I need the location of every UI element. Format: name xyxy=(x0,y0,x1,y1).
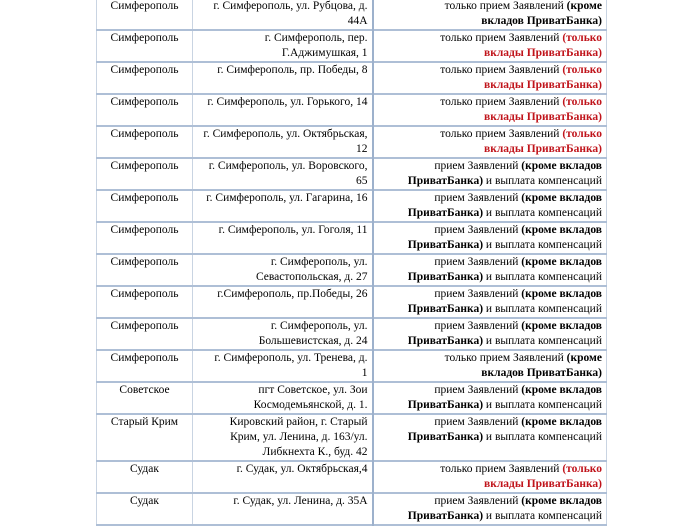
city-cell: Старый Крим xyxy=(97,414,193,461)
address-cell xyxy=(193,30,373,62)
service-note-bold: (кроме вкладов xyxy=(521,192,602,204)
service-text: только прием Заявлений xyxy=(440,64,563,76)
city-cell: Судак xyxy=(97,461,193,493)
service-text: и выплата компенсаций xyxy=(483,303,602,315)
service-text: прием Заявлений xyxy=(434,320,522,332)
address-line: пгт Советское, ул. Зои xyxy=(258,384,368,396)
service-note-bold: ПриватБанка) xyxy=(407,271,484,283)
address-line: г. Симферополь, ул. Горького, 14 xyxy=(207,96,368,108)
address-line: г. Симферополь, ул. Гоголя, 11 xyxy=(218,224,368,236)
service-line xyxy=(378,366,603,381)
table-row xyxy=(97,94,607,126)
service-note-bold: (кроме xyxy=(566,352,602,364)
service-note-bold: (кроме вкладов xyxy=(521,320,602,332)
address-line: Либкнехта К., буд. 42 xyxy=(262,446,368,458)
service-text: прием Заявлений xyxy=(434,416,522,428)
address-cell xyxy=(193,493,373,525)
address-line: г. Симферополь, пер. xyxy=(264,32,368,44)
service-line xyxy=(378,398,603,413)
city-cell: Советское xyxy=(97,382,193,414)
address-cell xyxy=(193,158,373,190)
service-text: прием Заявлений xyxy=(434,160,522,172)
service-note-bold: (кроме вкладов xyxy=(521,384,602,396)
service-text: и выплата компенсаций xyxy=(483,271,602,283)
service-line xyxy=(378,462,603,477)
table-row xyxy=(97,62,607,94)
service-note-bold: ПриватБанка) xyxy=(407,207,484,219)
service-text: и выплата компенсаций xyxy=(483,510,602,522)
service-line xyxy=(378,334,603,349)
address-line: Крим, ул. Ленина, д. 163/ул. xyxy=(230,431,368,443)
address-line: г. Симферополь, ул. Рубцова, д. xyxy=(213,0,368,12)
address-line: г. Симферополь, ул. Воровского, xyxy=(208,160,368,172)
table-row xyxy=(97,382,607,414)
service-text: и выплата компенсаций xyxy=(483,431,602,443)
address-cell xyxy=(193,461,373,493)
service-line xyxy=(378,351,603,366)
address-cell xyxy=(193,414,373,461)
city-cell: Симферополь xyxy=(97,158,193,190)
service-line xyxy=(378,174,603,189)
service-text: прием Заявлений xyxy=(434,384,522,396)
city-cell: Симферополь xyxy=(97,190,193,222)
service-note-red: вклады ПриватБанка) xyxy=(484,47,602,59)
service-text: только прием Заявлений xyxy=(440,128,563,140)
service-note-red: (только xyxy=(562,463,602,475)
service-cell xyxy=(373,461,607,493)
address-line: Г.Аджимушкая, 1 xyxy=(281,47,368,59)
service-note-red: (только xyxy=(562,96,602,108)
address-line: г. Симферополь, пр. Победы, 8 xyxy=(217,64,368,76)
table-row xyxy=(97,493,607,525)
address-cell xyxy=(193,318,373,350)
table-row xyxy=(97,286,607,318)
service-note-bold: ПриватБанка) xyxy=(407,303,484,315)
table-row xyxy=(97,158,607,190)
service-line xyxy=(378,14,603,29)
service-line xyxy=(378,142,603,157)
table-row xyxy=(97,190,607,222)
service-cell xyxy=(373,414,607,461)
table-row xyxy=(97,318,607,350)
service-cell xyxy=(373,62,607,94)
service-line xyxy=(378,319,603,334)
service-text: прием Заявлений xyxy=(434,224,522,236)
service-cell xyxy=(373,350,607,382)
service-note-bold: (кроме вкладов xyxy=(521,160,602,172)
service-cell xyxy=(373,286,607,318)
service-text: и выплата компенсаций xyxy=(483,399,602,411)
service-line xyxy=(378,223,603,238)
table-row xyxy=(97,126,607,158)
address-cell xyxy=(193,382,373,414)
service-line xyxy=(378,255,603,270)
service-line xyxy=(378,415,603,430)
table-row xyxy=(97,350,607,382)
address-cell xyxy=(193,222,373,254)
service-note-bold: (кроме вкладов xyxy=(521,256,602,268)
address-line: Большевистская, д. 24 xyxy=(258,335,368,347)
address-cell xyxy=(193,190,373,222)
address-line: 44А xyxy=(347,15,368,27)
address-cell xyxy=(193,94,373,126)
service-note-bold: (кроме вкладов xyxy=(521,495,602,507)
branches-table xyxy=(96,0,607,526)
service-cell xyxy=(373,158,607,190)
service-line xyxy=(378,63,603,78)
service-cell xyxy=(373,493,607,525)
service-text: только прием Заявлений xyxy=(444,0,567,12)
service-note-bold: ПриватБанка) xyxy=(407,399,484,411)
service-text: только прием Заявлений xyxy=(444,352,567,364)
service-line xyxy=(378,46,603,61)
address-cell xyxy=(193,126,373,158)
address-line: 65 xyxy=(356,175,368,187)
address-line: г. Симферополь, ул. xyxy=(270,320,368,332)
service-note-bold: (кроме вкладов xyxy=(521,224,602,236)
service-note-bold: ПриватБанка) xyxy=(407,239,484,251)
address-line: г. Симферополь, ул. Тренева, д. xyxy=(214,352,368,364)
city-cell: Симферополь xyxy=(97,62,193,94)
address-cell xyxy=(193,0,373,30)
service-note-red: (только xyxy=(562,64,602,76)
service-note-bold: (кроме xyxy=(566,0,602,12)
service-line xyxy=(378,509,603,524)
table-row xyxy=(97,222,607,254)
address-line: г. Симферополь, ул. xyxy=(270,256,368,268)
service-text: и выплата компенсаций xyxy=(483,239,602,251)
city-cell: Симферополь xyxy=(97,94,193,126)
service-text: и выплата компенсаций xyxy=(483,175,602,187)
service-note-red: вклады ПриватБанка) xyxy=(484,111,602,123)
address-line: 12 xyxy=(356,143,368,155)
service-text: только прием Заявлений xyxy=(440,96,563,108)
service-note-red: вклады ПриватБанка) xyxy=(484,478,602,490)
service-text: прием Заявлений xyxy=(434,192,522,204)
service-line xyxy=(378,383,603,398)
city-cell: Симферополь xyxy=(97,0,193,30)
address-line: г. Симферополь, ул. Гагарина, 16 xyxy=(206,192,368,204)
service-line xyxy=(378,287,603,302)
table-row xyxy=(97,414,607,461)
service-cell xyxy=(373,382,607,414)
address-cell xyxy=(193,286,373,318)
address-line: г.Симферополь, пр.Победы, 26 xyxy=(217,288,368,300)
service-note-bold: ПриватБанка) xyxy=(407,510,484,522)
service-note-bold: ПриватБанка) xyxy=(407,431,484,443)
service-line xyxy=(378,191,603,206)
city-cell: Симферополь xyxy=(97,350,193,382)
city-cell: Судак xyxy=(97,493,193,525)
service-note-red: (только xyxy=(562,32,602,44)
address-line: г. Симферополь, ул. Октябрьская, xyxy=(203,128,368,140)
service-line xyxy=(378,159,603,174)
service-note-bold: вкладов ПриватБанка) xyxy=(481,15,602,27)
address-cell xyxy=(193,254,373,286)
table-row xyxy=(97,30,607,62)
address-line: Космодемьянской, д. 1. xyxy=(253,399,368,411)
city-cell: Симферополь xyxy=(97,318,193,350)
service-text: прием Заявлений xyxy=(434,495,522,507)
service-cell xyxy=(373,222,607,254)
city-cell: Симферополь xyxy=(97,30,193,62)
address-line: 1 xyxy=(361,367,368,379)
service-cell xyxy=(373,30,607,62)
service-text: прием Заявлений xyxy=(434,288,522,300)
service-note-red: вклады ПриватБанка) xyxy=(484,143,602,155)
service-cell xyxy=(373,318,607,350)
table-row xyxy=(97,0,607,30)
service-cell xyxy=(373,0,607,30)
service-note-red: вклады ПриватБанка) xyxy=(484,79,602,91)
city-cell: Симферополь xyxy=(97,126,193,158)
city-cell: Симферополь xyxy=(97,222,193,254)
service-cell xyxy=(373,190,607,222)
table-row xyxy=(97,254,607,286)
service-text: только прием Заявлений xyxy=(440,32,563,44)
address-cell xyxy=(193,350,373,382)
table-row xyxy=(97,461,607,493)
table-body xyxy=(97,0,607,525)
service-note-red: (только xyxy=(562,128,602,140)
service-note-bold: вкладов ПриватБанка) xyxy=(481,367,602,379)
address-line: Кировский район, г. Старый xyxy=(229,416,368,428)
service-note-bold: ПриватБанка) xyxy=(407,175,484,187)
city-cell: Симферополь xyxy=(97,254,193,286)
service-note-bold: ПриватБанка) xyxy=(407,335,484,347)
service-note-bold: (кроме вкладов xyxy=(521,416,602,428)
service-line xyxy=(378,31,603,46)
service-cell xyxy=(373,126,607,158)
service-line xyxy=(378,302,603,317)
service-text: прием Заявлений xyxy=(434,256,522,268)
service-line xyxy=(378,95,603,110)
address-line: г. Судак, ул. Ленина, д. 35А xyxy=(233,495,368,507)
service-line xyxy=(378,430,603,445)
service-text: только прием Заявлений xyxy=(440,463,563,475)
service-note-bold: (кроме вкладов xyxy=(521,288,602,300)
address-cell xyxy=(193,62,373,94)
service-line xyxy=(378,477,603,492)
service-text: и выплата компенсаций xyxy=(483,335,602,347)
address-line: г. Судак, ул. Октябрьская,4 xyxy=(236,463,368,475)
service-cell xyxy=(373,254,607,286)
address-line: Севастопольская, д. 27 xyxy=(255,271,368,283)
service-line xyxy=(378,0,603,14)
service-line xyxy=(378,110,603,125)
service-line xyxy=(378,206,603,221)
service-line xyxy=(378,78,603,93)
service-line xyxy=(378,238,603,253)
city-cell: Симферополь xyxy=(97,286,193,318)
service-cell xyxy=(373,94,607,126)
service-line xyxy=(378,127,603,142)
service-text: и выплата компенсаций xyxy=(483,207,602,219)
service-line xyxy=(378,494,603,509)
service-line xyxy=(378,270,603,285)
